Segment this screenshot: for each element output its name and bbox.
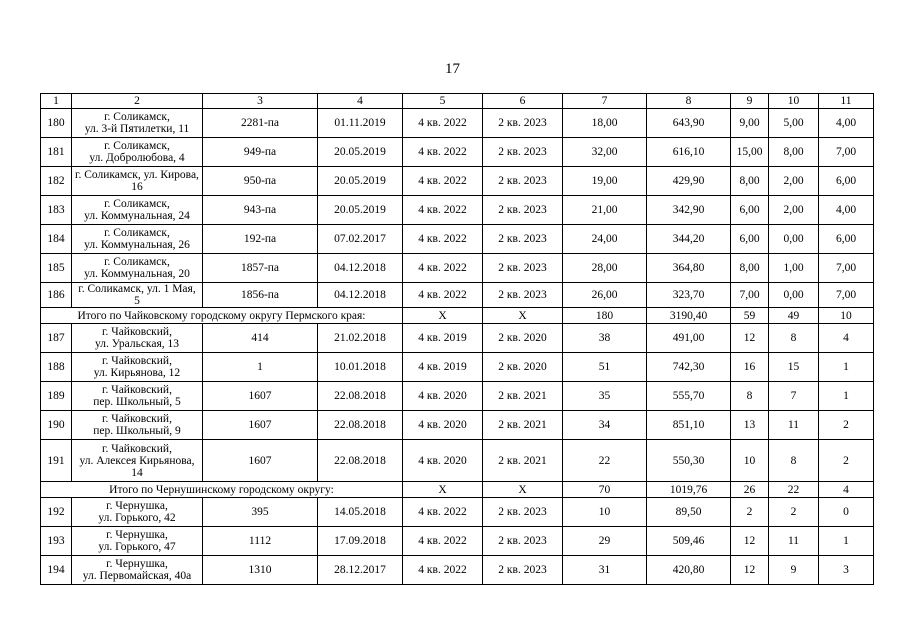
cell-document: 1112 <box>203 527 318 556</box>
cell-date: 17.09.2018 <box>318 527 403 556</box>
cell-date: 07.02.2017 <box>318 225 403 254</box>
cell-document: 1857-па <box>203 254 318 283</box>
cell-document: 1856-па <box>203 283 318 308</box>
cell-col5: X <box>403 482 483 498</box>
cell-col9: 12 <box>731 527 769 556</box>
cell-col6: 2 кв. 2023 <box>483 254 563 283</box>
cell-document: 414 <box>203 324 318 353</box>
cell-col11: 4 <box>819 482 874 498</box>
cell-address: г. Чернушка, ул. Первомайская, 40а <box>72 556 203 585</box>
cell-address: г. Чернушка, ул. Горького, 42 <box>72 498 203 527</box>
cell-document: 1607 <box>203 411 318 440</box>
cell-col8: 616,10 <box>647 138 731 167</box>
cell-col9: 8,00 <box>731 254 769 283</box>
table-row <box>41 556 874 585</box>
subtotal-row <box>41 482 874 498</box>
cell-address: г. Чайковский, ул. Кирьянова, 12 <box>72 353 203 382</box>
cell-col9: 8 <box>731 382 769 411</box>
cell-col6: 2 кв. 2023 <box>483 498 563 527</box>
cell-col11: 6,00 <box>819 225 874 254</box>
cell-address: г. Чайковский, ул. Алексея Кирьянова, 14 <box>72 440 203 482</box>
table-body <box>41 94 874 585</box>
cell-number: 193 <box>41 527 72 556</box>
cell-col10: 11 <box>769 411 819 440</box>
column-header: 4 <box>318 94 403 109</box>
cell-col9: 7,00 <box>731 283 769 308</box>
cell-col8: 342,90 <box>647 196 731 225</box>
subtotal-label: Итого по Чайковскому городскому округу Пермского края: <box>41 308 403 324</box>
cell-col5: 4 кв. 2019 <box>403 353 483 382</box>
table-row <box>41 196 874 225</box>
cell-date: 20.05.2019 <box>318 138 403 167</box>
column-header: 7 <box>563 94 647 109</box>
cell-col8: 364,80 <box>647 254 731 283</box>
cell-col7: 34 <box>563 411 647 440</box>
cell-col8: 89,50 <box>647 498 731 527</box>
cell-col10: 8,00 <box>769 138 819 167</box>
cell-date: 20.05.2019 <box>318 167 403 196</box>
column-header: 1 <box>41 94 72 109</box>
cell-col8: 509,46 <box>647 527 731 556</box>
cell-col5: 4 кв. 2019 <box>403 324 483 353</box>
cell-address: г. Соликамск, ул. Коммунальная, 26 <box>72 225 203 254</box>
cell-address: г. Соликамск, ул. Коммунальная, 20 <box>72 254 203 283</box>
cell-col6: 2 кв. 2021 <box>483 440 563 482</box>
table-row <box>41 109 874 138</box>
cell-col11: 10 <box>819 308 874 324</box>
cell-col9: 13 <box>731 411 769 440</box>
cell-col7: 24,00 <box>563 225 647 254</box>
cell-col10: 8 <box>769 440 819 482</box>
cell-number: 190 <box>41 411 72 440</box>
table-row <box>41 138 874 167</box>
cell-number: 181 <box>41 138 72 167</box>
cell-col9: 16 <box>731 353 769 382</box>
cell-col7: 10 <box>563 498 647 527</box>
cell-col6: 2 кв. 2023 <box>483 167 563 196</box>
cell-document: 1310 <box>203 556 318 585</box>
cell-col11: 0 <box>819 498 874 527</box>
cell-col7: 18,00 <box>563 109 647 138</box>
column-header: 5 <box>403 94 483 109</box>
cell-date: 14.05.2018 <box>318 498 403 527</box>
cell-col11: 6,00 <box>819 167 874 196</box>
cell-document: 1 <box>203 353 318 382</box>
cell-col8: 742,30 <box>647 353 731 382</box>
table-row <box>41 324 874 353</box>
cell-date: 01.11.2019 <box>318 109 403 138</box>
cell-col8: 3190,40 <box>647 308 731 324</box>
cell-col9: 10 <box>731 440 769 482</box>
header-row <box>41 94 874 109</box>
cell-col10: 5,00 <box>769 109 819 138</box>
cell-number: 184 <box>41 225 72 254</box>
cell-document: 192-па <box>203 225 318 254</box>
cell-col7: 19,00 <box>563 167 647 196</box>
cell-col9: 9,00 <box>731 109 769 138</box>
cell-col9: 6,00 <box>731 225 769 254</box>
cell-col6: 2 кв. 2020 <box>483 353 563 382</box>
column-header: 8 <box>647 94 731 109</box>
cell-col7: 51 <box>563 353 647 382</box>
cell-col11: 4,00 <box>819 196 874 225</box>
cell-col6: X <box>483 308 563 324</box>
cell-col8: 851,10 <box>647 411 731 440</box>
column-header: 11 <box>819 94 874 109</box>
cell-col11: 4 <box>819 324 874 353</box>
cell-number: 182 <box>41 167 72 196</box>
cell-number: 186 <box>41 283 72 308</box>
column-header: 9 <box>731 94 769 109</box>
table-row <box>41 225 874 254</box>
cell-col11: 2 <box>819 411 874 440</box>
cell-address: г. Соликамск, ул. Кирова, 16 <box>72 167 203 196</box>
cell-number: 183 <box>41 196 72 225</box>
cell-col5: 4 кв. 2022 <box>403 225 483 254</box>
cell-date: 20.05.2019 <box>318 196 403 225</box>
cell-address: г. Чернушка, ул. Горького, 47 <box>72 527 203 556</box>
cell-document: 1607 <box>203 382 318 411</box>
cell-date: 22.08.2018 <box>318 411 403 440</box>
table-row <box>41 167 874 196</box>
cell-col10: 1,00 <box>769 254 819 283</box>
cell-col7: 31 <box>563 556 647 585</box>
cell-number: 191 <box>41 440 72 482</box>
table-row <box>41 283 874 308</box>
cell-col11: 2 <box>819 440 874 482</box>
cell-col8: 555,70 <box>647 382 731 411</box>
cell-col10: 8 <box>769 324 819 353</box>
cell-document: 949-па <box>203 138 318 167</box>
cell-col7: 70 <box>563 482 647 498</box>
cell-col5: 4 кв. 2020 <box>403 382 483 411</box>
register-table <box>40 93 874 585</box>
cell-col6: 2 кв. 2023 <box>483 196 563 225</box>
cell-number: 192 <box>41 498 72 527</box>
cell-number: 185 <box>41 254 72 283</box>
cell-address: г. Чайковский, ул. Уральская, 13 <box>72 324 203 353</box>
cell-document: 1607 <box>203 440 318 482</box>
cell-col8: 491,00 <box>647 324 731 353</box>
cell-col6: 2 кв. 2023 <box>483 109 563 138</box>
table-row <box>41 498 874 527</box>
cell-col10: 0,00 <box>769 283 819 308</box>
cell-col9: 59 <box>731 308 769 324</box>
cell-col6: 2 кв. 2023 <box>483 527 563 556</box>
cell-date: 22.08.2018 <box>318 382 403 411</box>
cell-document: 943-па <box>203 196 318 225</box>
cell-date: 04.12.2018 <box>318 254 403 283</box>
column-header: 10 <box>769 94 819 109</box>
cell-col5: 4 кв. 2022 <box>403 498 483 527</box>
cell-address: г. Чайковский, пер. Школьный, 9 <box>72 411 203 440</box>
cell-col6: 2 кв. 2023 <box>483 556 563 585</box>
cell-document: 950-па <box>203 167 318 196</box>
column-header: 2 <box>72 94 203 109</box>
cell-col7: 38 <box>563 324 647 353</box>
cell-col11: 7,00 <box>819 283 874 308</box>
cell-number: 188 <box>41 353 72 382</box>
subtotal-row <box>41 308 874 324</box>
cell-col10: 7 <box>769 382 819 411</box>
cell-col10: 49 <box>769 308 819 324</box>
cell-col11: 4,00 <box>819 109 874 138</box>
cell-col8: 1019,76 <box>647 482 731 498</box>
cell-col5: 4 кв. 2022 <box>403 196 483 225</box>
cell-col5: 4 кв. 2020 <box>403 411 483 440</box>
cell-col5: 4 кв. 2020 <box>403 440 483 482</box>
cell-col11: 7,00 <box>819 138 874 167</box>
cell-col6: X <box>483 482 563 498</box>
cell-col9: 12 <box>731 324 769 353</box>
cell-col8: 550,30 <box>647 440 731 482</box>
cell-address: г. Соликамск, ул. Коммунальная, 24 <box>72 196 203 225</box>
cell-col8: 323,70 <box>647 283 731 308</box>
cell-date: 04.12.2018 <box>318 283 403 308</box>
table-row <box>41 353 874 382</box>
cell-col6: 2 кв. 2023 <box>483 138 563 167</box>
cell-col9: 2 <box>731 498 769 527</box>
cell-col7: 29 <box>563 527 647 556</box>
cell-col7: 26,00 <box>563 283 647 308</box>
cell-col10: 11 <box>769 527 819 556</box>
cell-col10: 0,00 <box>769 225 819 254</box>
cell-col7: 35 <box>563 382 647 411</box>
cell-col5: 4 кв. 2022 <box>403 109 483 138</box>
cell-col10: 2,00 <box>769 196 819 225</box>
cell-col5: X <box>403 308 483 324</box>
cell-col5: 4 кв. 2022 <box>403 254 483 283</box>
cell-col6: 2 кв. 2023 <box>483 225 563 254</box>
cell-col6: 2 кв. 2021 <box>483 411 563 440</box>
cell-col6: 2 кв. 2023 <box>483 283 563 308</box>
cell-col9: 15,00 <box>731 138 769 167</box>
cell-col5: 4 кв. 2022 <box>403 283 483 308</box>
cell-col7: 22 <box>563 440 647 482</box>
cell-col8: 420,80 <box>647 556 731 585</box>
cell-date: 28.12.2017 <box>318 556 403 585</box>
cell-number: 189 <box>41 382 72 411</box>
cell-col8: 643,90 <box>647 109 731 138</box>
cell-date: 22.08.2018 <box>318 440 403 482</box>
cell-col9: 6,00 <box>731 196 769 225</box>
table-row <box>41 411 874 440</box>
table-row <box>41 254 874 283</box>
cell-col10: 22 <box>769 482 819 498</box>
page-number: 17 <box>445 61 460 77</box>
cell-document: 395 <box>203 498 318 527</box>
cell-col7: 180 <box>563 308 647 324</box>
cell-col10: 2,00 <box>769 167 819 196</box>
table-row <box>41 440 874 482</box>
cell-col11: 1 <box>819 382 874 411</box>
cell-col10: 15 <box>769 353 819 382</box>
cell-col11: 7,00 <box>819 254 874 283</box>
cell-col5: 4 кв. 2022 <box>403 527 483 556</box>
cell-col8: 429,90 <box>647 167 731 196</box>
cell-address: г. Соликамск, ул. 1 Мая, 5 <box>72 283 203 308</box>
cell-address: г. Соликамск, ул. 3-й Пятилетки, 11 <box>72 109 203 138</box>
column-header: 3 <box>203 94 318 109</box>
subtotal-label: Итого по Чернушинскому городскому округу: <box>41 482 403 498</box>
cell-col9: 12 <box>731 556 769 585</box>
cell-col8: 344,20 <box>647 225 731 254</box>
cell-date: 10.01.2018 <box>318 353 403 382</box>
cell-number: 180 <box>41 109 72 138</box>
cell-col7: 32,00 <box>563 138 647 167</box>
cell-col5: 4 кв. 2022 <box>403 556 483 585</box>
cell-col9: 8,00 <box>731 167 769 196</box>
cell-col7: 28,00 <box>563 254 647 283</box>
cell-number: 187 <box>41 324 72 353</box>
cell-document: 2281-па <box>203 109 318 138</box>
cell-col11: 1 <box>819 353 874 382</box>
table-row <box>41 527 874 556</box>
cell-col6: 2 кв. 2020 <box>483 324 563 353</box>
cell-col5: 4 кв. 2022 <box>403 167 483 196</box>
cell-address: г. Соликамск, ул. Добролюбова, 4 <box>72 138 203 167</box>
cell-date: 21.02.2018 <box>318 324 403 353</box>
table-row <box>41 382 874 411</box>
cell-col7: 21,00 <box>563 196 647 225</box>
cell-col9: 26 <box>731 482 769 498</box>
cell-col11: 1 <box>819 527 874 556</box>
cell-col5: 4 кв. 2022 <box>403 138 483 167</box>
cell-address: г. Чайковский, пер. Школьный, 5 <box>72 382 203 411</box>
column-header: 6 <box>483 94 563 109</box>
cell-col6: 2 кв. 2021 <box>483 382 563 411</box>
cell-number: 194 <box>41 556 72 585</box>
cell-col11: 3 <box>819 556 874 585</box>
cell-col10: 9 <box>769 556 819 585</box>
cell-col10: 2 <box>769 498 819 527</box>
